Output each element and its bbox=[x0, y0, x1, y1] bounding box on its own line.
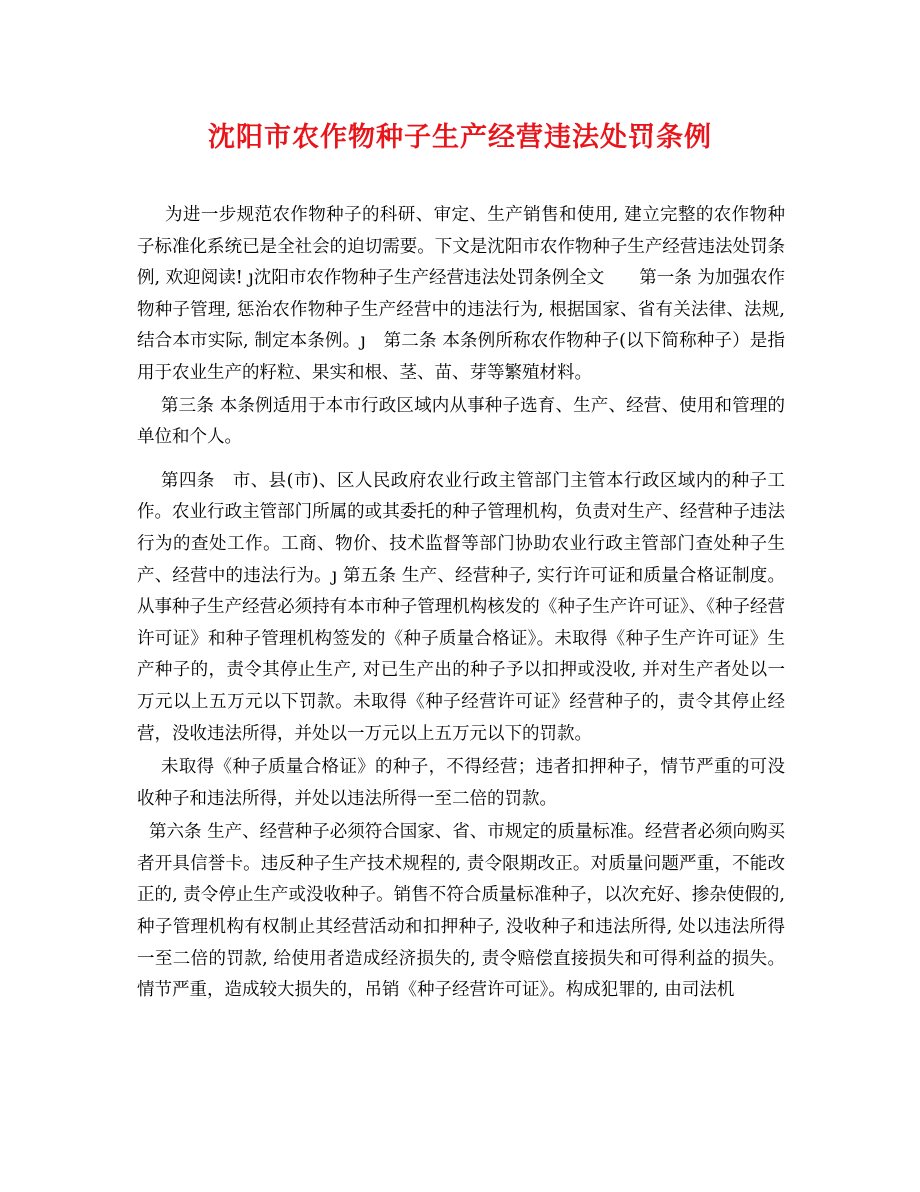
paragraph-article-3: 第三条 本条例适用于本市行政区域内从事种子选育、生产、经营、使用和管理的单位和个人。 bbox=[137, 395, 785, 448]
paragraph-article-4-5: 第四条 市、县(市)、区人民政府农业行政主管部门主管本行政区域内的种子工作。农业行政主管部门所属的或其委托的种子管理机构，负责对生产、经营种子违法行为的查处工作。工商、物价、技术监督等部门协助农业行政主管部门查处种子生产、经营中的违法行为。ȷ 第五条 生产、经营种子, 实行许可证和质量合格证制度。从事种子生产经营必须持有本市种子管理机构核发的《种子生产许可证》、《种子经营许可证》和种子管理机构签发的《种子质量合格证》。未取得《种子生产许可证》生产种子的，责令其停止生产, 对已生产出的种子予以扣押或没收, 并对生产者处以一万元以上五万元以下罚款。未取得《种子经营许可证》经营种子的，责令其停止经营，没收违法所得，并处以一万元以上五万元以下的罚款。 bbox=[137, 470, 785, 744]
document-title: 沈阳市农作物种子生产经营违法处罚条例 bbox=[208, 122, 712, 153]
paragraph-intro: 为进一步规范农作物种子的科研、审定、生产销售和使用, 建立完整的农作物种子标准化系统已是全社会的迫切需要。下文是沈阳市农作物种子生产经营违法处罚条例, 欢迎阅读! ȷ沈阳市农作物种子生产经营违法处罚条例全文 第一条 为加强农作物种子管理, 惩治农作物种子生产经营中的违法行为, 根据国家、省有关法律、法规, 结合本市实际, 制定本条例。ȷ 第二条 本条例所称农作物种子(以下简称种子）是指用于农业生产的籽粒、果实和根、茎、苗、芽等繁殖材料。 bbox=[137, 205, 785, 383]
paragraph-quality-certificate: 未取得《种子质量合格证》的种子，不得经营；违者扣押种子，情节严重的可没收种子和违法所得，并处以违法所得一至二倍的罚款。 bbox=[137, 757, 785, 809]
paragraph-article-6: 第六条 生产、经营种子必须符合国家、省、市规定的质量标准。经营者必须向购买者开具信誉卡。违反种子生产技术规程的, 责令限期改正。对质量问题严重，不能改正的, 责令停止生产或没收种子。销售不符合质量标准种子，以次充好、掺杂使假的, 种子管理机构有权制止其经营活动和扣押种子, 没收种子和违法所得, 处以违法所得一至二倍的罚款, 给使用者造成经济损失的, 责令赔偿直接损失和可得利益的损失。情节严重，造成较大损失的，吊销《种子经营许可证》。构成犯罪的, 由司法机 bbox=[137, 822, 785, 1001]
document-body bbox=[137, 200, 785, 1007]
